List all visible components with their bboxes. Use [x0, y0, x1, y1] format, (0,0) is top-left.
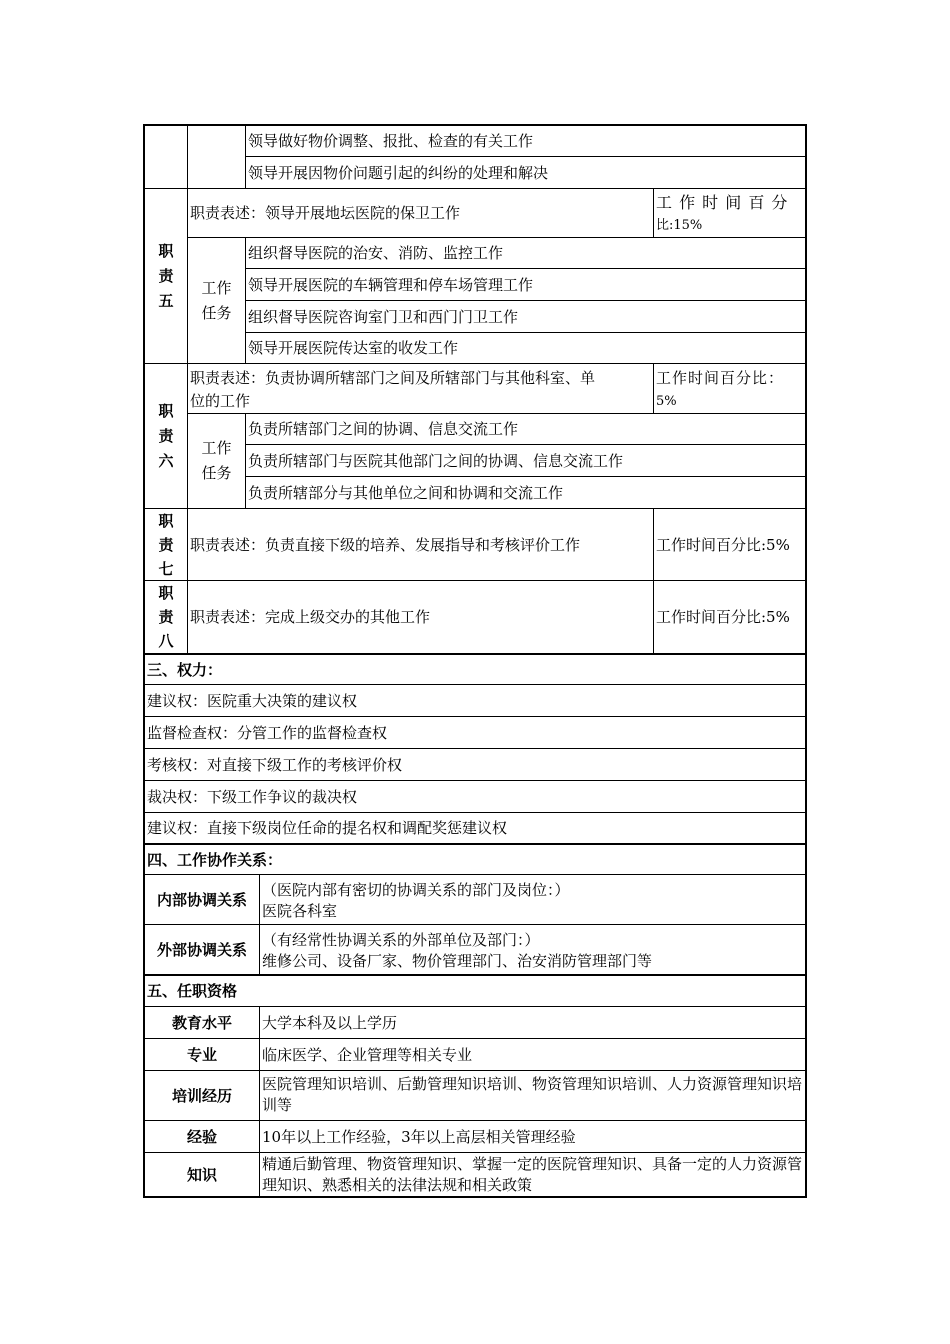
qualification-label [145, 1007, 259, 1038]
relation-note: （医院内部有密切的协调关系的部门及岗位：） [262, 881, 570, 899]
duty6-label [145, 364, 187, 508]
relations-heading [147, 845, 805, 874]
power-row [147, 813, 805, 843]
power-text: 建议权：直接下级岗位任命的提名权和调配奖惩建议权 [147, 819, 508, 837]
label-char: 六 [158, 451, 174, 470]
divider [653, 363, 654, 413]
duty7-description [190, 509, 652, 580]
qualification-value-text: 医院管理知识培训、后勤管理知识培训、物资管理知识培训、人力资源管理知识培训等 [262, 1075, 803, 1114]
label-char: 八 [158, 632, 174, 650]
power-row [147, 749, 805, 780]
power-text: 建议权：医院重大决策的建议权 [147, 691, 358, 710]
qualification-label-text: 教育水平 [171, 1013, 232, 1032]
label-char: 责 [158, 608, 174, 626]
qualification-value-text: 精通后勤管理、物资管理知识、掌握一定的医院管理知识、具备一定的人力资源管理知识、熟悉相关的法律法规和相关政策 [262, 1155, 803, 1194]
task-row [248, 445, 804, 476]
section-heading-text: 五、任职资格 [147, 982, 238, 1000]
description-text: 职责表述：领导开展地坛医院的保卫工作 [190, 204, 461, 222]
duty6-description [190, 367, 652, 413]
power-text: 监督检查权：分管工作的监督检查权 [147, 723, 388, 742]
powers-heading [147, 655, 805, 684]
task-text: 负责所辖部门之间的协调、信息交流工作 [248, 420, 519, 438]
duty6-task-label [188, 414, 245, 508]
relation-note: （有经常性协调关系的外部单位及部门：） [262, 931, 540, 949]
qualification-value [262, 1007, 805, 1038]
divider [259, 875, 260, 975]
duty7-label [145, 509, 187, 580]
duty7-time-share [656, 509, 805, 580]
duty5-time-share [656, 191, 805, 237]
table-border-bottom [143, 1196, 807, 1198]
task-row [248, 301, 804, 332]
qualification-value-text: 临床医学、企业管理等相关专业 [262, 1045, 473, 1064]
time-share-line: 工作时间百分比： [656, 369, 785, 387]
duty8-description [190, 581, 652, 653]
time-share-line: 比:15% [656, 218, 703, 233]
description-line: 位的工作 [190, 392, 251, 410]
task-text: 领导开展因物价问题引起的纠纷的处理和解决 [248, 163, 549, 182]
duty8-label [145, 581, 187, 653]
qualification-value [262, 1074, 805, 1120]
label-char: 职 [158, 241, 174, 260]
task-row [248, 126, 804, 156]
qualification-value [262, 1154, 805, 1196]
duty6-time-share [656, 367, 805, 413]
task-label-line: 工作 [201, 278, 232, 297]
external-relations-label [145, 925, 259, 974]
power-text: 裁决权：下级工作争议的裁决权 [147, 787, 358, 806]
duty5-task-label [188, 238, 245, 363]
external-relations-value [262, 930, 805, 974]
qualifications-heading [147, 976, 805, 1006]
task-row [248, 333, 804, 363]
power-row [147, 685, 805, 716]
label-char: 职 [158, 584, 174, 602]
table-border-right [805, 124, 807, 1198]
description-text: 职责表述：负责直接下级的培养、发展指导和考核评价工作 [190, 535, 581, 554]
time-share-line: 5% [656, 394, 677, 409]
qualification-value [262, 1121, 805, 1152]
power-row [147, 717, 805, 748]
qualification-label-text: 培训经历 [171, 1086, 232, 1105]
internal-relations-value [262, 880, 805, 924]
task-row [248, 269, 804, 300]
divider [259, 1007, 260, 1197]
divider [653, 188, 654, 237]
task-text: 组织督导医院咨询室门卫和西门门卫工作 [248, 307, 519, 326]
task-row [248, 414, 804, 444]
task-text: 组织督导医院的治安、消防、监控工作 [248, 244, 504, 262]
label-char: 职 [158, 511, 174, 530]
task-text: 领导开展医院的车辆管理和停车场管理工作 [248, 275, 534, 294]
internal-relations-label [145, 875, 259, 924]
qualification-label [145, 1153, 259, 1196]
power-row [147, 781, 805, 812]
relation-label-text: 内部协调关系 [156, 890, 247, 909]
divider [143, 363, 806, 364]
label-char: 七 [158, 559, 174, 578]
task-label-line: 工作 [201, 439, 232, 457]
duty5-description [190, 189, 652, 237]
divider [653, 508, 654, 654]
task-row [248, 157, 804, 188]
relation-value: 医院各科室 [262, 902, 338, 920]
time-share-text: 工作时间百分比:5% [656, 608, 790, 626]
qualification-label [145, 1071, 259, 1120]
section-heading-text: 三、权力： [147, 660, 223, 679]
qualification-value-text: 10年以上工作经验，3年以上高层相关管理经验 [262, 1127, 576, 1146]
task-text: 领导开展医院传达室的收发工作 [248, 339, 459, 357]
qualification-label-text: 知识 [186, 1165, 217, 1184]
label-char: 职 [158, 401, 174, 420]
divider [187, 124, 188, 654]
description-text: 职责表述：完成上级交办的其他工作 [190, 608, 431, 626]
qualification-label [145, 1121, 259, 1152]
duty8-time-share [656, 581, 805, 653]
label-char: 责 [158, 266, 174, 285]
duty5-label [145, 189, 187, 363]
description-line: 职责表述：负责协调所辖部门之间及所辖部门与其他科室、单 [190, 369, 596, 387]
time-share-text: 工作时间百分比:5% [656, 535, 790, 554]
label-char: 五 [158, 291, 174, 310]
divider [245, 413, 246, 508]
qualification-value [262, 1039, 805, 1070]
qualification-label-text: 专业 [186, 1045, 217, 1064]
task-row [248, 477, 804, 508]
time-share-line: 工 作 时 间 百 分 [656, 193, 789, 212]
task-text: 负责所辖部门与医院其他部门之间的协调、信息交流工作 [248, 451, 624, 470]
task-text: 负责所辖部分与其他单位之间和协调和交流工作 [248, 483, 564, 502]
qualification-label-text: 经验 [186, 1127, 217, 1146]
qualification-label [145, 1039, 259, 1070]
label-char: 责 [158, 426, 174, 445]
relation-label-text: 外部协调关系 [156, 940, 247, 959]
task-label-line: 任务 [201, 303, 232, 322]
section-heading-text: 四、工作协作关系： [147, 850, 283, 869]
relation-value: 维修公司、设备厂家、物价管理部门、治安消防管理部门等 [262, 952, 653, 970]
task-label-line: 任务 [201, 464, 232, 482]
task-row [248, 238, 804, 268]
label-char: 责 [158, 535, 174, 554]
power-text: 考核权：对直接下级工作的考核评价权 [147, 755, 403, 774]
task-text: 领导做好物价调整、报批、检查的有关工作 [248, 132, 534, 150]
qualification-value-text: 大学本科及以上学历 [262, 1013, 398, 1032]
